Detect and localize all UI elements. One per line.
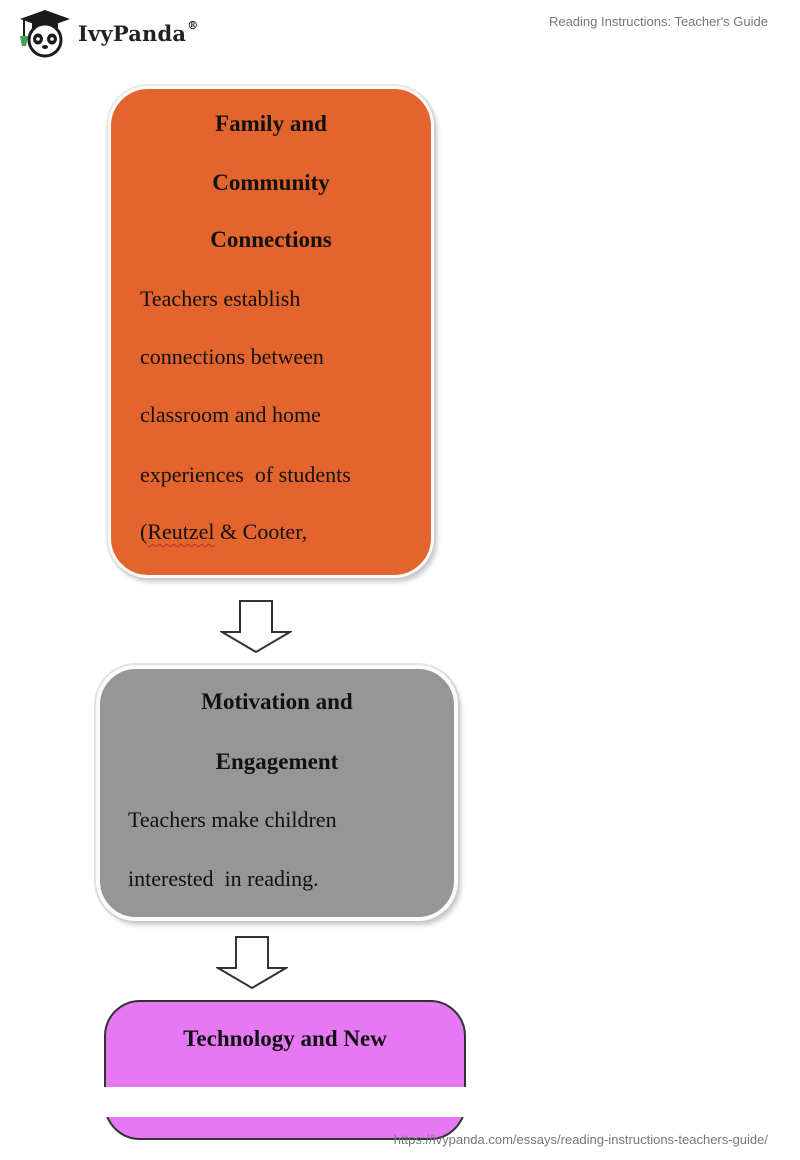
family-community-box bbox=[108, 86, 434, 578]
technology-box bbox=[104, 1000, 466, 1140]
motivation-body-line-1: Teachers make children bbox=[128, 807, 337, 832]
logo[interactable] bbox=[16, 8, 198, 58]
motivation-title-line-1: Motivation and bbox=[201, 689, 353, 714]
image-crop-mask bbox=[0, 1087, 800, 1117]
technology-title: Technology and New bbox=[183, 1026, 387, 1051]
family-title-line-2: Community bbox=[212, 170, 330, 195]
motivation-body-line-2: interested in reading. bbox=[128, 866, 319, 891]
family-body-line-1: Teachers establish bbox=[140, 286, 301, 311]
source-url[interactable]: https://ivypanda.com/essays/reading-instructions-teachers-guide/ bbox=[393, 1132, 768, 1147]
family-body-line-3: classroom and home bbox=[140, 402, 321, 427]
panda-logo-icon bbox=[16, 8, 74, 58]
motivation-title-line-2: Engagement bbox=[215, 749, 339, 774]
motivation-engagement-box bbox=[96, 665, 458, 921]
logo-text: IvyPanda® bbox=[78, 18, 199, 46]
family-title-line-3: Connections bbox=[210, 227, 332, 252]
down-arrow-icon bbox=[220, 600, 292, 654]
document-title: Reading Instructions: Teacher's Guide bbox=[548, 14, 768, 29]
family-body-line-2: connections between bbox=[140, 344, 324, 369]
family-title-line-1: Family and bbox=[215, 111, 327, 136]
family-body-line-5: (Reutzel & Cooter, bbox=[140, 519, 308, 544]
spellcheck-word: Reutzel bbox=[147, 519, 215, 544]
family-body-line-4: experiences of students bbox=[140, 462, 351, 487]
down-arrow-icon bbox=[216, 936, 288, 990]
